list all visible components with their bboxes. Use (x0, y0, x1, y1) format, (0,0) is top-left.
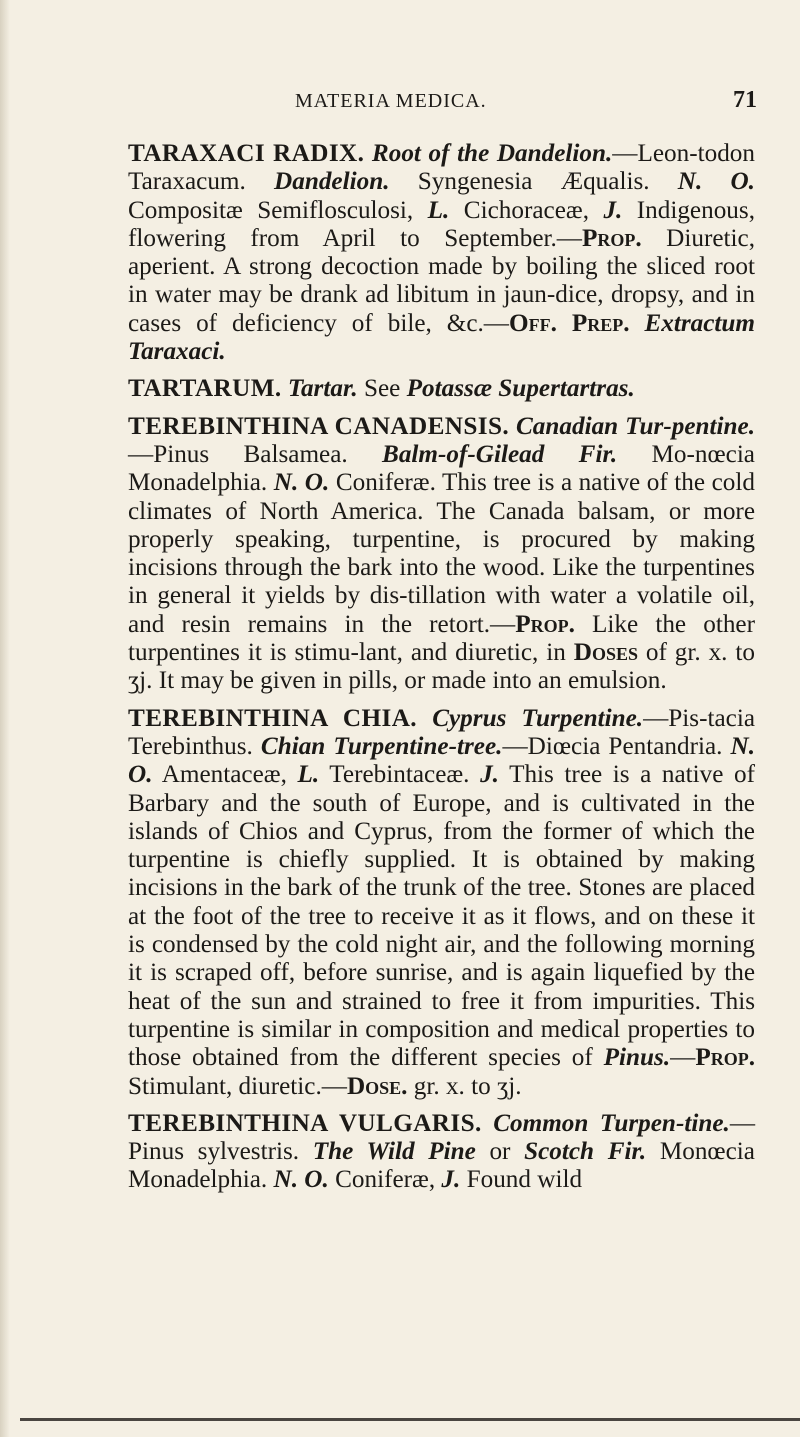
body-text: Monœcia Monadelphia. (128, 1138, 755, 1194)
body-text: Indigenous, flowering from April to September.— (128, 196, 755, 252)
page-body (128, 140, 755, 1204)
entry-terebinthina-canadensis (128, 413, 755, 696)
italic-text: Chian Turpentine-tree. (260, 732, 503, 760)
italic-text: Cyprus Turpentine. (432, 704, 644, 732)
body-text: Mo-nœcia Monadelphia. (128, 440, 755, 497)
body-text: —Pinus sylvestris. (128, 1109, 755, 1166)
italic-text: Root of the Dandelion. (371, 140, 613, 167)
body-text: Terebintaceæ. (319, 761, 481, 789)
entry-terebinthina-vulgaris (128, 1110, 755, 1195)
entry-title: TEREBINTHINA CANADENSIS. (128, 412, 510, 440)
small-caps-text: Off. Prep. (509, 309, 630, 337)
small-caps-text: Doses (573, 639, 638, 667)
entry-title: TEREBINTHINA VULGARIS. (128, 1109, 482, 1137)
bottom-rule (20, 1418, 800, 1421)
body-text: — (670, 1044, 696, 1072)
body-text (630, 310, 645, 337)
italic-text: Scotch Fir. (524, 1138, 647, 1166)
small-caps-text: Prop. (515, 610, 575, 638)
entry-title: TARTARUM. (128, 375, 282, 403)
body-text: Compositæ Semiflosculosi, (128, 196, 428, 224)
italic-text: L. (297, 761, 320, 789)
body-text: Cichoraceæ, (449, 196, 604, 224)
body-text: See (357, 375, 407, 403)
entry-title: TEREBINTHINA CHIA. (128, 704, 418, 732)
italic-text: N. O. (677, 168, 755, 196)
small-caps-text: Prop. (695, 1044, 755, 1072)
body-text: —Leon-todon Taraxacum. (128, 140, 755, 196)
body-text: or (475, 1138, 525, 1166)
italic-text: Canadian Tur-pentine. (516, 412, 755, 440)
italic-text: Common Turpen-tine. (493, 1109, 730, 1137)
body-text: Syngenesia Æqualis. (389, 168, 678, 196)
body-text: Coniferæ. This tree is a native of the cold climates of North America. The Canada balsam, or more properly speaking, turpentine, is procured by making incisions through the bark into the wood. Like the turpentines in general it yields by dis-tillation with water a volatile oil, and resin remains in the retort.— (128, 469, 755, 638)
italic-text: N. O. (273, 1166, 329, 1194)
italic-text: Dandelion. (274, 168, 390, 196)
entry-tartarum (128, 375, 755, 403)
body-text: —Diœcia Pentandria. (502, 732, 731, 760)
entry-title: TARAXACI RADIX. (128, 140, 365, 167)
italic-text: Potassæ Supertartras. (406, 375, 635, 403)
page-header (0, 87, 800, 130)
italic-text: The Wild Pine (312, 1138, 476, 1166)
italic-text: Extractum Taraxaci. (128, 309, 756, 366)
running-title: MATERIA MEDICA. (295, 90, 487, 112)
entry-taraxaci-radix (128, 140, 755, 366)
italic-text: Tartar. (287, 375, 358, 403)
body-text: —Pis-tacia Terebinthus. (128, 704, 755, 760)
body-text: Stimulant, diuretic.— (128, 1072, 347, 1100)
small-caps-text: Dose. (346, 1072, 408, 1100)
italic-text: N. O. (128, 732, 755, 789)
entry-terebinthina-chia (128, 705, 755, 1101)
italic-text: J. (441, 1166, 461, 1194)
body-text: gr. x. to ʒj. (407, 1072, 522, 1100)
italic-text: N. O. (273, 469, 330, 497)
italic-text: Pinus. (603, 1044, 671, 1072)
body-text: Diuretic, aperient. A strong decoction made by boiling the sliced root in water may be drank ad libitum in jaun-dice, dropsy, and in cases of deficiency of bile, &c.— (128, 224, 755, 337)
body-text: Coniferæ, (328, 1166, 442, 1194)
italic-text: J. (480, 761, 499, 789)
italic-text: Balm-of-Gilead Fir. (382, 440, 618, 468)
italic-text: J. (603, 196, 623, 224)
small-caps-text: Prop. (582, 224, 642, 252)
body-text: Like the other turpentines it is stimu-lant, and diuretic, in (128, 610, 755, 667)
body-text: Found wild (460, 1166, 583, 1194)
body-text: This tree is a native of Barbary and the south of Europe, and is cultivated in the islands of Chios and Cyprus, from the former of which the turpentine is chiefly supplied. It is obtained by making incisions in the bark of the trunk of the tree. Stones are placed at the foot of the tree to receive it as it flows, and on these it is condensed by the cold night air, and the following morning it is scraped off, before sunrise, and is again liquefied by the heat of the sun and strained to free it from impurities. This turpentine is similar in composition and medical properties to those obtained from the different species of (128, 761, 756, 1072)
page-number: 71 (733, 87, 757, 113)
body-text: Amentaceæ, (152, 761, 298, 789)
italic-text: L. (427, 196, 450, 224)
body-text: —Pinus Balsamea. (128, 440, 383, 468)
body-text: of gr. x. to ʒj. It may be given in pills, or made into an emulsion. (128, 639, 755, 695)
page-gutter-shadow (0, 0, 10, 1437)
